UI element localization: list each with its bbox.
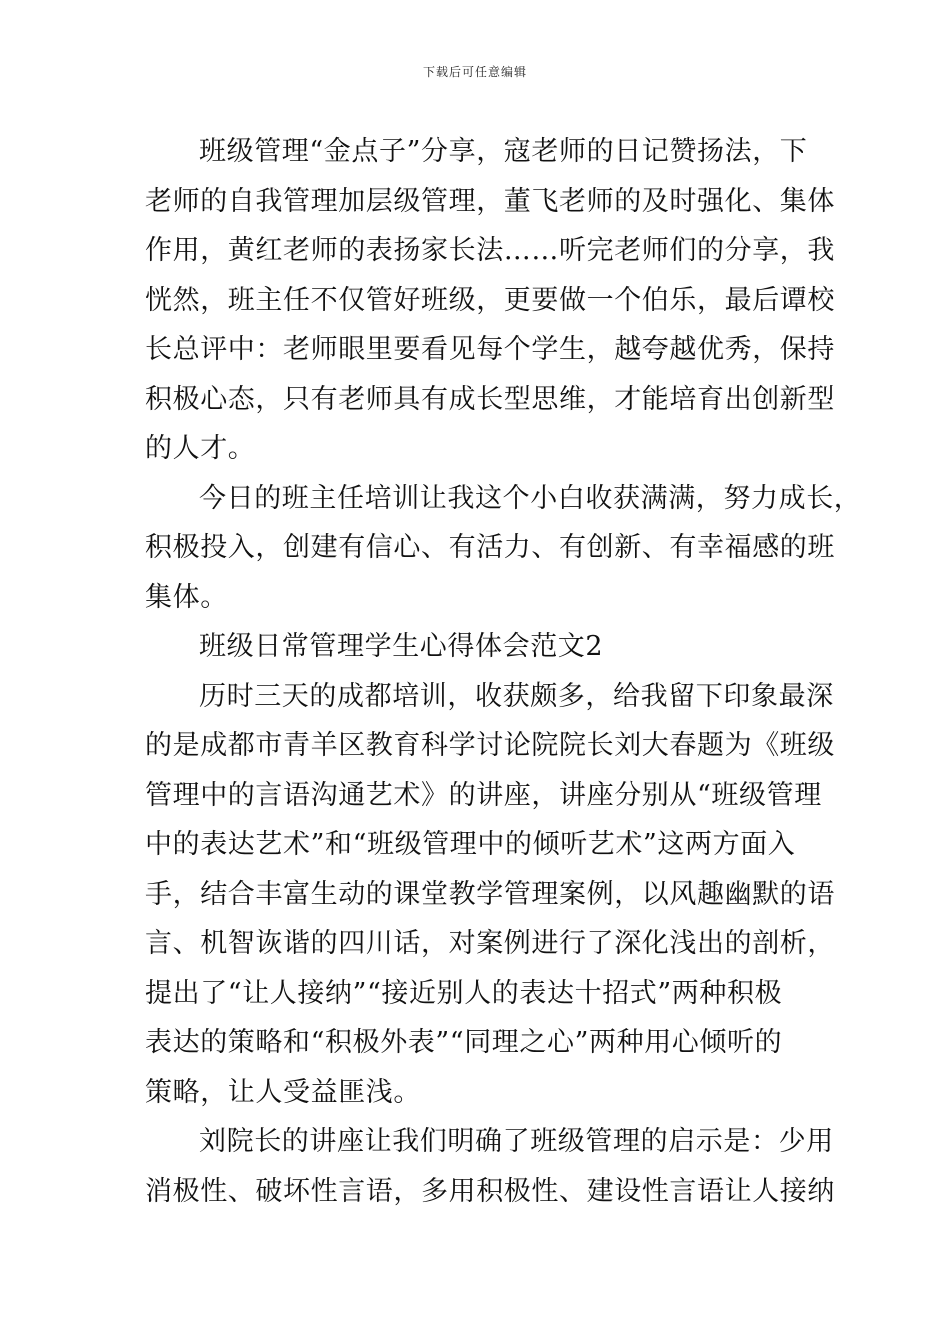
- page-header: 下载后可任意编辑: [422, 65, 527, 79]
- text-line: 中的表达艺术”和“班级管理中的倾听艺术”这两方面入: [145, 829, 796, 860]
- text-line: 策略，让人受益匪浅。: [145, 1076, 421, 1108]
- text-line: 积极投入，创建有信心、有活力、有创新、有幸福感的班: [145, 532, 835, 563]
- section-heading: 班级日常管理学生心得体会范文2: [199, 631, 604, 662]
- text-line: 消极性、破坏性言语，多用积极性、建设性言语让人接纳: [145, 1175, 835, 1207]
- text-line: 作用，黄红老师的表扬家长法……听完老师们的分享，我: [145, 235, 835, 266]
- text-line: 班级管理“金点子”分享，寇老师的日记赞扬法，下: [199, 136, 808, 167]
- text-line: 今日的班主任培训让我这个小白收获满满，努力成长，: [199, 482, 862, 514]
- text-line: 历时三天的成都培训，收获颇多，给我留下印象最深: [199, 680, 834, 712]
- text-line: 的人才。: [145, 433, 256, 464]
- text-line: 恍然，班主任不仅管好班级，更要做一个伯乐，最后谭校: [145, 284, 835, 316]
- text-line: 提出了“让人接纳”“接近别人的表达十招式”两种积极: [145, 977, 783, 1009]
- text-line: 的是成都市青羊区教育科学讨论院院长刘大春题为《班级: [145, 730, 835, 761]
- document-body: [145, 127, 862, 1216]
- text-line: 言、机智诙谐的四川话，对案例进行了深化浅出的剖析，: [145, 928, 835, 959]
- text-line: 表达的策略和“积极外表”“同理之心”两种用心倾听的: [145, 1027, 783, 1058]
- text-line: 长总评中：老师眼里要看见每个学生，越夸越优秀，保持: [145, 334, 835, 365]
- text-line: 手，结合丰富生动的课堂教学管理案例，以风趣幽默的语: [145, 878, 835, 910]
- text-line: 管理中的言语沟通艺术》的讲座，讲座分别从“班级管理: [145, 779, 822, 811]
- text-line: 集体。: [145, 581, 228, 613]
- text-line: 刘院长的讲座让我们明确了班级管理的启示是：少用: [199, 1126, 834, 1157]
- text-line: 积极心态，只有老师具有成长型思维，才能培育出创新型: [145, 383, 835, 415]
- text-line: 老师的自我管理加层级管理，董飞老师的及时强化、集体: [145, 185, 835, 217]
